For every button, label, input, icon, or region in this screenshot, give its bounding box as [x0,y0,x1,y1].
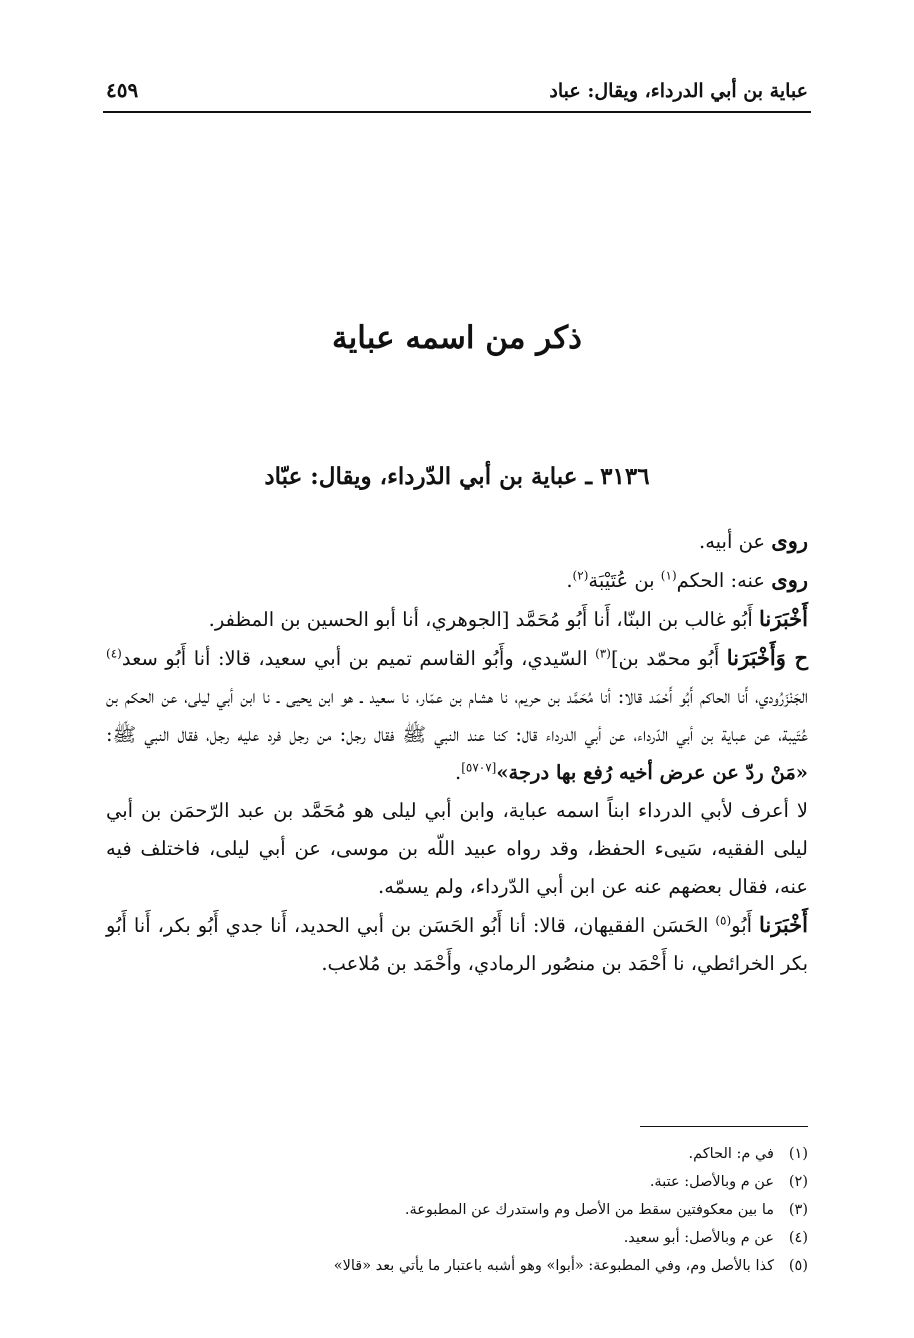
text: أَبُو [731,914,760,937]
hadith-quote: «مَنْ ردّ عن عرض أخيه رُفع بها درجة» [496,761,808,784]
text: . [455,761,462,784]
paragraph-6 [106,906,808,983]
footnote-number: (٥) [788,1258,808,1274]
footnote-text: ما بين معكوفتين سقط من الأصل وم واستدرك عن المطبوعة. [404,1202,774,1218]
text: الحَسَن الفقيهان، قالا: أنا أَبُو الحَسَن بن أبي الحديد، أَنا جدي أَبُو بكر، أَنا أَبُو بكر الخرائطي، نا أَحْمَد بن منصُور الرمادي، وأَحْمَد بن مُلاعب. [106,914,808,975]
keyword: روى [771,528,808,553]
footnote [106,1168,808,1196]
paragraph-2 [106,561,808,600]
text: عنه: الحكم [676,569,772,592]
text: الجَنْزَرُودي، أَنا الحاكم أَبُو أَحْمَد قالا: أنا مُحَمَّد بن حريم، نا هشام بن عمّار، نا سعيد ـ هو ابن يحيى ـ نا ابن أبي ليلى، عن الحكم بن عُتَيبة، عن عباية بن أبي الدّرداء، عن أبي الدرداء قال: كنا عند النبي ﷺ فقال رجل: من رجل فرد عليه رجل، فقال النبي ﷺ: [106,685,808,746]
footnote-number: (٤) [788,1230,808,1246]
footnote-text: عن م وبالأصل: عتبة. [649,1174,774,1190]
footnote-text: كذا بالأصل وم، وفي المطبوعة: «أبوا» وهو أشبه باعتبار ما يأتي بعد «قالا» [333,1258,774,1274]
header-rule [103,111,811,113]
paragraph-4 [106,639,808,792]
footnote-ref[interactable]: (١) [660,568,677,583]
footnote-ref[interactable]: (٥) [715,913,732,928]
hadith-number: [٥٧٠٧] [461,760,497,775]
keyword: أَخْبَرَنا [759,606,808,631]
footnote-number: (٢) [788,1174,808,1190]
footnote-text: عن م وبالأصل: أبو سعيد. [623,1230,774,1246]
footnote [106,1196,808,1224]
footnotes [106,1140,808,1280]
footnote [106,1140,808,1168]
footnote-number: (١) [788,1146,808,1162]
text: بن عُتَيْبَة [588,569,661,592]
text: أَبُو غالب بن البنّا، أَنا أَبُو مُحَمَّد [الجوهري، أنا أبو الحسين بن المظفر. [208,608,760,631]
paragraph-3 [106,600,808,639]
footnote-ref[interactable]: (٤) [106,646,122,661]
paragraph-5 [106,792,808,906]
entry-heading: ٣١٣٦ ـ عباية بن أبي الدّرداء، ويقال: عبّاد [264,463,650,490]
keyword: روى [771,567,808,592]
footnote-text: في م: الحاكم. [688,1146,774,1162]
page-number: ٤٥٩ [106,78,139,102]
keyword: ح وَأَخْبَرَنا [726,645,809,670]
footnote-ref[interactable]: (٣) [595,646,611,661]
footnote-ref[interactable]: (٢) [572,568,589,583]
text: السّيدي، وأَبُو القاسم تميم بن أبي سعيد، قالا: أنا أَبُو سعد [121,647,596,670]
text: عن أبيه. [699,530,772,553]
paragraph-1 [106,522,808,561]
footnote [106,1252,808,1280]
text: أَبُو محمّد بن] [610,647,727,670]
text: لا أعرف لأبي الدرداء ابناً اسمه عباية، وابن أبي ليلى هو مُحَمَّد بن عبد الرّحمَن بن أبي ليلى الفقيه، سَيىء الحفظ، وقد رواه عبيد اللّه بن موسى، عن أبي ليلى، فاختلف فيه عنه، فقال بعضهم عنه عن ابن أبي الدّرداء، ولم يسمّه. [106,799,808,898]
text: . [566,569,573,592]
running-title: عباية بن أبي الدرداء، ويقال: عباد [549,80,808,102]
footnote [106,1224,808,1252]
footnote-number: (٣) [788,1202,808,1218]
body-text [106,522,808,983]
footnote-rule [640,1126,808,1127]
section-title: ذكر من اسمه عباية [332,320,582,356]
keyword: أَخْبَرَنا [759,912,808,937]
